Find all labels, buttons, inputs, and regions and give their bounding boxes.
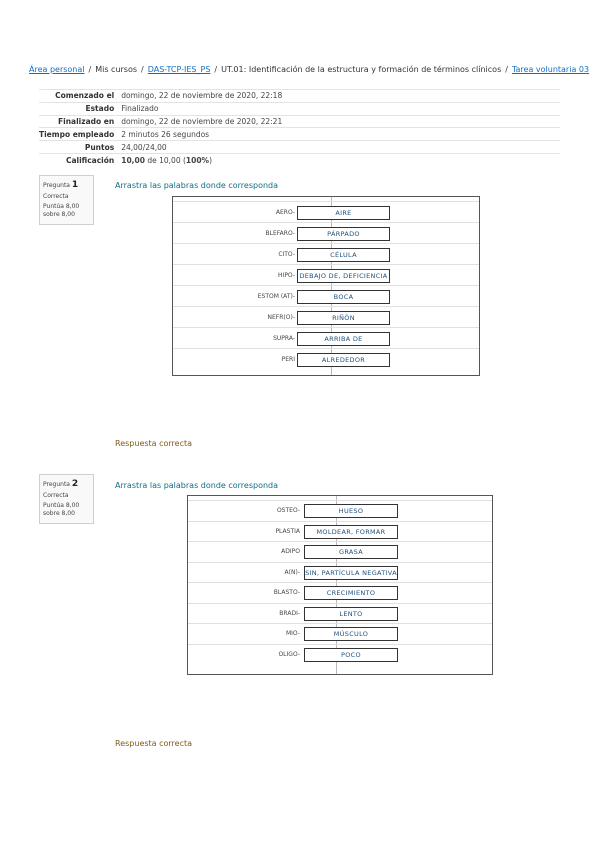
answer-drop-box[interactable]: HUESO <box>304 504 398 518</box>
term-label: ADIPO <box>281 548 300 556</box>
term-label: ESTOM (AT)- <box>257 292 295 300</box>
dragdrop-row <box>188 603 492 624</box>
grade-line: Puntúa 8,00 <box>43 502 80 510</box>
answer-drop-box[interactable]: ALREDEDOR <box>297 353 390 367</box>
summary-label: Tiempo empleado <box>39 129 115 139</box>
dragdrop-row <box>173 201 479 222</box>
answer-drop-box[interactable]: LENTO <box>304 607 398 621</box>
answer-drop-box[interactable]: PÁRPADO <box>297 227 390 241</box>
term-label: OSTEO- <box>276 507 300 515</box>
grade-close: ) <box>209 155 213 165</box>
question-2-dragdrop-table <box>187 495 493 675</box>
attempt-summary-table <box>39 89 560 166</box>
answer-drop-box[interactable]: BOCA <box>297 290 390 304</box>
question-label: Pregunta <box>43 481 70 488</box>
question-label: Pregunta <box>43 182 70 189</box>
dragdrop-row <box>188 541 492 562</box>
answer-drop-box[interactable]: MOLDEAR, FORMAR <box>304 525 398 539</box>
term-label: AERO- <box>275 208 295 216</box>
question-number-value: 1 <box>71 180 79 190</box>
grade-line: sobre 8,00 <box>43 510 75 518</box>
question-grade <box>43 203 90 219</box>
answer-drop-box[interactable]: POCO <box>304 648 398 662</box>
summary-row-started <box>39 90 560 103</box>
summary-label: Calificación <box>65 155 115 165</box>
answer-drop-box[interactable]: RIÑÓN <box>297 311 390 325</box>
question-2-info <box>39 474 94 524</box>
breadcrumb-area-personal[interactable]: Área personal <box>29 65 85 74</box>
question-number-value: 2 <box>71 479 79 489</box>
term-label: A(N)- <box>284 568 300 576</box>
question-2-feedback: Respuesta correcta <box>115 739 193 748</box>
grade-of: de 10,00 ( <box>147 155 186 165</box>
breadcrumb-separator: / <box>88 65 92 74</box>
breadcrumb-mis-cursos: Mis cursos <box>95 65 138 74</box>
answer-drop-box[interactable]: ARRIBA DE <box>297 332 390 346</box>
summary-label: Finalizado en <box>58 116 115 126</box>
dragdrop-row <box>173 327 479 348</box>
dragdrop-row <box>173 222 479 243</box>
term-label: NEFR(O)- <box>267 313 295 321</box>
summary-value: 24,00/24,00 <box>121 142 167 152</box>
summary-value: 2 minutos 26 segundos <box>121 129 210 139</box>
breadcrumb-separator: / <box>141 65 144 74</box>
summary-row-time <box>39 128 560 141</box>
question-state: Correcta <box>43 492 69 500</box>
dragdrop-row <box>173 306 479 327</box>
question-1-info <box>39 175 94 225</box>
breadcrumb-separator: / <box>214 65 218 74</box>
answer-drop-box[interactable]: SIN, PARTÍCULA NEGATIVA <box>304 566 398 580</box>
term-label: MIO- <box>285 630 300 638</box>
answer-drop-box[interactable]: DEBAJO DE, DEFICIENCIA <box>297 269 390 283</box>
term-label: PERI <box>281 355 295 363</box>
answer-drop-box[interactable]: MÚSCULO <box>304 627 398 641</box>
question-grade <box>43 502 90 518</box>
dragdrop-row <box>173 264 479 285</box>
grade-value: 10,00 <box>121 155 145 165</box>
dragdrop-row <box>188 644 492 665</box>
summary-row-finished <box>39 115 560 128</box>
summary-label: Comenzado el <box>55 91 115 101</box>
question-number <box>43 478 90 490</box>
summary-value <box>120 153 560 166</box>
question-1-dragdrop-table <box>172 196 480 376</box>
summary-label: Estado <box>85 104 115 114</box>
question-state: Correcta <box>43 193 69 201</box>
term-label: BLEFARO- <box>265 229 295 237</box>
summary-label: Puntos <box>84 142 115 152</box>
answer-drop-box[interactable]: CÉLULA <box>297 248 390 262</box>
dragdrop-row <box>188 500 492 521</box>
dragdrop-row <box>173 348 479 369</box>
dragdrop-row <box>188 521 492 542</box>
question-number <box>43 179 90 191</box>
summary-value: Finalizado <box>121 104 159 114</box>
breadcrumb-separator: / <box>505 65 508 74</box>
question-1-prompt: Arrastra las palabras donde corresponda <box>115 181 279 190</box>
dragdrop-row <box>173 285 479 306</box>
answer-drop-box[interactable]: GRASA <box>304 545 398 559</box>
term-label: BLASTO- <box>273 589 300 597</box>
answer-drop-box[interactable]: CRECIMIENTO <box>304 586 398 600</box>
summary-row-state <box>39 102 560 115</box>
term-label: PLASTIA <box>275 527 300 535</box>
grade-percent: 100% <box>185 155 210 165</box>
grade-line: sobre 8,00 <box>43 211 75 219</box>
term-label: HIPO- <box>278 271 295 279</box>
question-2-prompt: Arrastra las palabras donde corresponda <box>115 481 279 490</box>
summary-value: domingo, 22 de noviembre de 2020, 22:18 <box>121 91 283 101</box>
breadcrumb-course[interactable]: DAS-TCP-IES_PS <box>147 65 211 74</box>
dragdrop-row <box>188 623 492 644</box>
dragdrop-row <box>188 562 492 583</box>
breadcrumb-unit: UT.01: Identificación de la estructura y formación de términos clínicos <box>221 65 502 74</box>
question-1-feedback: Respuesta correcta <box>115 439 193 448</box>
answer-drop-box[interactable]: AIRE <box>297 206 390 220</box>
term-label: OLIGO- <box>278 650 300 658</box>
dragdrop-row <box>173 243 479 264</box>
term-label: SUPRA- <box>273 334 295 342</box>
summary-value: domingo, 22 de noviembre de 2020, 22:21 <box>121 116 283 126</box>
grade-line: Puntúa 8,00 <box>43 203 80 211</box>
summary-row-points <box>39 141 560 154</box>
breadcrumb-task[interactable]: Tarea voluntaria 03 <box>511 65 590 74</box>
dragdrop-row <box>188 582 492 603</box>
term-label: BRADI- <box>279 609 300 617</box>
term-label: CITO- <box>278 250 295 258</box>
summary-row-grade <box>39 153 560 166</box>
breadcrumb <box>29 65 589 74</box>
